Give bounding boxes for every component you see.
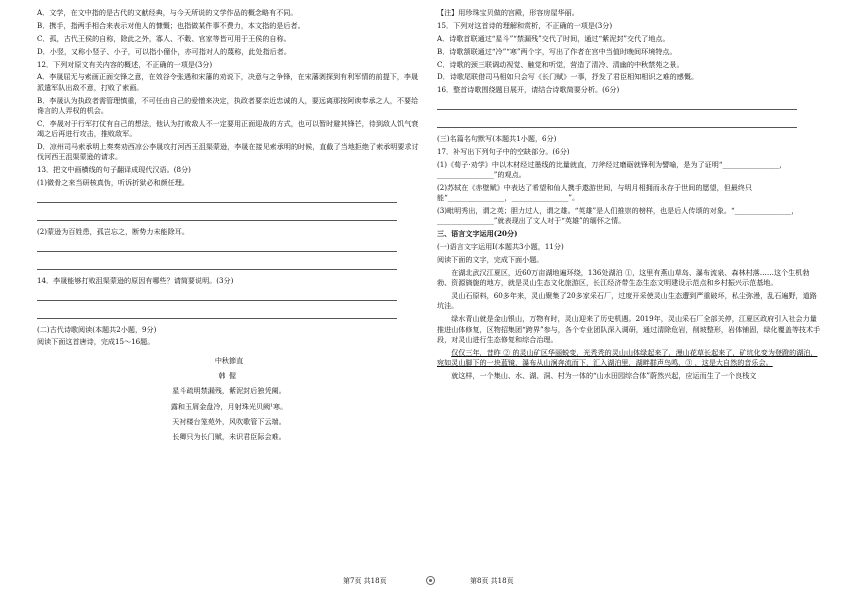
poem-note: 【注】用珍珠宝贝做的宫殿，形容房屋华丽。 xyxy=(437,8,579,17)
q12-option-c: C．李晟对于行军打仗有自己的想法，他认为打败敌人不一定要用正面迎战的方式，也可以暂时避其锋芒，待到敌人饥气衰竭之后再进行攻击，推败敌军。 xyxy=(37,118,419,138)
q12-option-d: D．凉州司马索承明上奏奏劝西凉公李晟攻打河西王沮渠蒙逊，李晟在接见索承明的时候，直截了当地拒绝了索承明要求讨伐河西王沮渠蒙逊的请求。 xyxy=(37,141,419,162)
poem-line: 长卿只为长门赋，未识君臣际会难。 xyxy=(172,432,286,442)
page-number-left: 第7页 共18页 xyxy=(343,577,387,585)
q17-item-2: (2)苏轼在《赤壁赋》中表达了希望和仙人携手遨游世间，与明月相拥而永存于世间的愿望，但最终只能“________________，________________”。 xyxy=(437,183,753,203)
subsection-heading: (一)语言文字运用Ⅰ(本题共3小题，11分) xyxy=(437,242,564,252)
poem-title: 中秋節直 xyxy=(214,355,244,365)
answer-line[interactable] xyxy=(37,209,397,221)
option-a: A．文学，在文中指的是古代的文献经典，与今天所说的文学作品的概念略有不同。 xyxy=(37,8,298,17)
question-13: 13．把文中画横线的句子翻译成现代汉语。(8分) xyxy=(37,165,191,174)
left-column xyxy=(37,8,421,447)
article-paragraph: 就这样，一个集山、水、湖、洞、村为一体的“山水田园综合体”蔚然兴起，应运而生了一个良栈文 xyxy=(451,370,757,380)
poem-line: 露和玉屑金盘冷，月射珠光贝阙¹寒。 xyxy=(170,401,288,411)
section-3-heading: 三、语言文字运用(20分) xyxy=(437,229,518,239)
option-c: C．孤，古代王侯的自称，除此之外，寡人、不穀、官家等皆可用于王侯的自称。 xyxy=(37,33,291,43)
q15-option-a: A．诗歌首联通过“星斗”“禁漏残”交代了时间，通过“紫泥封”交代了地点。 xyxy=(437,33,670,43)
q15-option-b: B．诗歌颔联通过“冷”“寒”两个字，写出了作者在宫中当值时晚间环境特点。 xyxy=(437,46,677,56)
q17-item-3: (3)毗明秀出，谓之英；胆力过人，谓之雄。“英雄”是人们推崇的榜样，也是后人传颂的对象。“________________，________________”就表现出了文人对于“英雄”的缅怀之情。 xyxy=(437,206,799,226)
section-dictation-heading: (三)名篇名句默写(本题共1小题，6分) xyxy=(437,134,557,144)
q12-option-b: B．李晟认为执政者需管理慎重，不可任由自己的爱憎来决定，执政者要亲近忠诚的人，要远离那按阿谀奉承之人，不要给谗言的人弄权的机会。 xyxy=(37,95,419,115)
answer-line[interactable] xyxy=(37,258,397,270)
question-12: 12．下列对原文有关内容的概述，不正确的一项是(3分) xyxy=(37,59,213,69)
q17-item-1: (1)《荀子·劝学》中以木材经过墨线的比量就直，刀斧经过磨砺就锋利为譬喻，是为了证明“________________，________________”的观点。 xyxy=(437,159,787,180)
binding-circle-icon xyxy=(426,576,435,585)
poem-author: 韩偓 xyxy=(218,370,240,380)
section-poetry-heading: (二)古代诗歌阅读(本题共2小题，9分) xyxy=(37,324,157,334)
poem xyxy=(37,356,421,443)
answer-line[interactable] xyxy=(437,116,797,128)
q15-option-d: D．诗歌尾联借司马相如只会写《长门赋》一事，抒发了君臣相知相识之难的感慨。 xyxy=(437,72,699,82)
article-paragraph: 绿水青山就是金山银山，万物有时，灵山迎来了历史机遇。2019年，灵山采石厂全部关停，江夏区政府引入社会力量推进山体修复，区物招集团“跨界”参与，各个专业团队深入调研，通过清除危岩，削坡整形，岩体铺固，绿化覆盖等技术手段，对灵山进行生态修复和综合治理。 xyxy=(437,314,821,344)
poetry-instruction: 阅读下面这首唐诗，完成15～16题。 xyxy=(37,337,155,347)
q15-option-c: C．诗歌的颈三联调动视觉、触觉和听觉，营造了清冷、清幽的中秋禁苑之景。 xyxy=(437,59,684,69)
article-paragraph: 仅仅三年，昔昨 ② 的灵山矿区华丽蜕变，光秃秃的灵山山体绿起来了，漫山花草长起来了，矿坑化变为登蹬的湖泊，宛如灵山脚下的一块蓝镜，瀑布从山涧奔流而下，汇入湖泊里，湖畔群声鸟鸣，③ ，这是大自然的音乐会。 xyxy=(437,347,818,367)
q13-sentence-2: (2)蒙逊为百姓患，孤岂忘之，断势力未能除耳。 xyxy=(37,226,189,236)
q12-option-a: A．李晟屈无与索画正面交锋之意，在效谷令张遇和宋藩的劝说下，决意与之争锋，在宋藩剥探到有利军情的前提下，李晟派遣军队出敌不意，打败了索画。 xyxy=(37,72,419,92)
answer-line[interactable] xyxy=(37,240,397,252)
answer-line[interactable] xyxy=(37,289,397,301)
question-16: 16．整首诗歌围绕题目展开，请结合诗歌简要分析。(6分) xyxy=(437,85,620,95)
question-17: 17．补写出下列句子中的空缺部分。(6分) xyxy=(437,147,570,156)
right-column xyxy=(437,8,822,384)
option-b: B．携手，指两手相合来表示对他人的慷慨；也指做某件事不费力，本文指的是后者。 xyxy=(37,20,305,30)
answer-line[interactable] xyxy=(437,98,797,110)
article-paragraph: 在湖北武汉江夏区，近60万亩湖地遍环绕，136处湖泊 ①，这里有燕山草岛、瀑布流泉、森林村落……这个生机勃勃、资源旖旎的地方，就是灵山生态文化旅游区，长江经济带生态生态文明建设示范点和乡村振兴示范基地。 xyxy=(437,267,810,288)
answer-line[interactable] xyxy=(37,191,397,203)
poem-line: 天衬楼台笼苑外，风吹歌管下云端。 xyxy=(172,416,286,426)
option-d: D．小竖，又称小竖子、小子，可以指小僮仆，亦可指对人的蔑称，此处指后者。 xyxy=(37,46,291,56)
question-15: 15．下列对这首诗的理解和赏析，不正确的一项是(3分) xyxy=(437,20,613,30)
article-paragraph: 灵山石原料，60多年来，灵山聚集了20多家采石厂，过度开采使灵山生态遭到严重破坏，私尘弥漫，乱石遍野，道路坑洼。 xyxy=(437,291,817,311)
reading-instruction: 阅读下面的文字，完成下面小题。 xyxy=(437,255,544,265)
question-14: 14．李晟能够打败沮渠蒙逊的原因有哪些？请简要说明。(3分) xyxy=(37,275,234,285)
page-number-right: 第8页 共18页 xyxy=(470,577,514,585)
poem-line: 星斗疏明禁漏残，紫泥封后独凭阑。 xyxy=(172,386,286,396)
answer-line[interactable] xyxy=(37,307,397,319)
q13-sentence-1: (1)微骨之来当研核真伪，听诉折狱必和颜任理。 xyxy=(37,177,189,187)
